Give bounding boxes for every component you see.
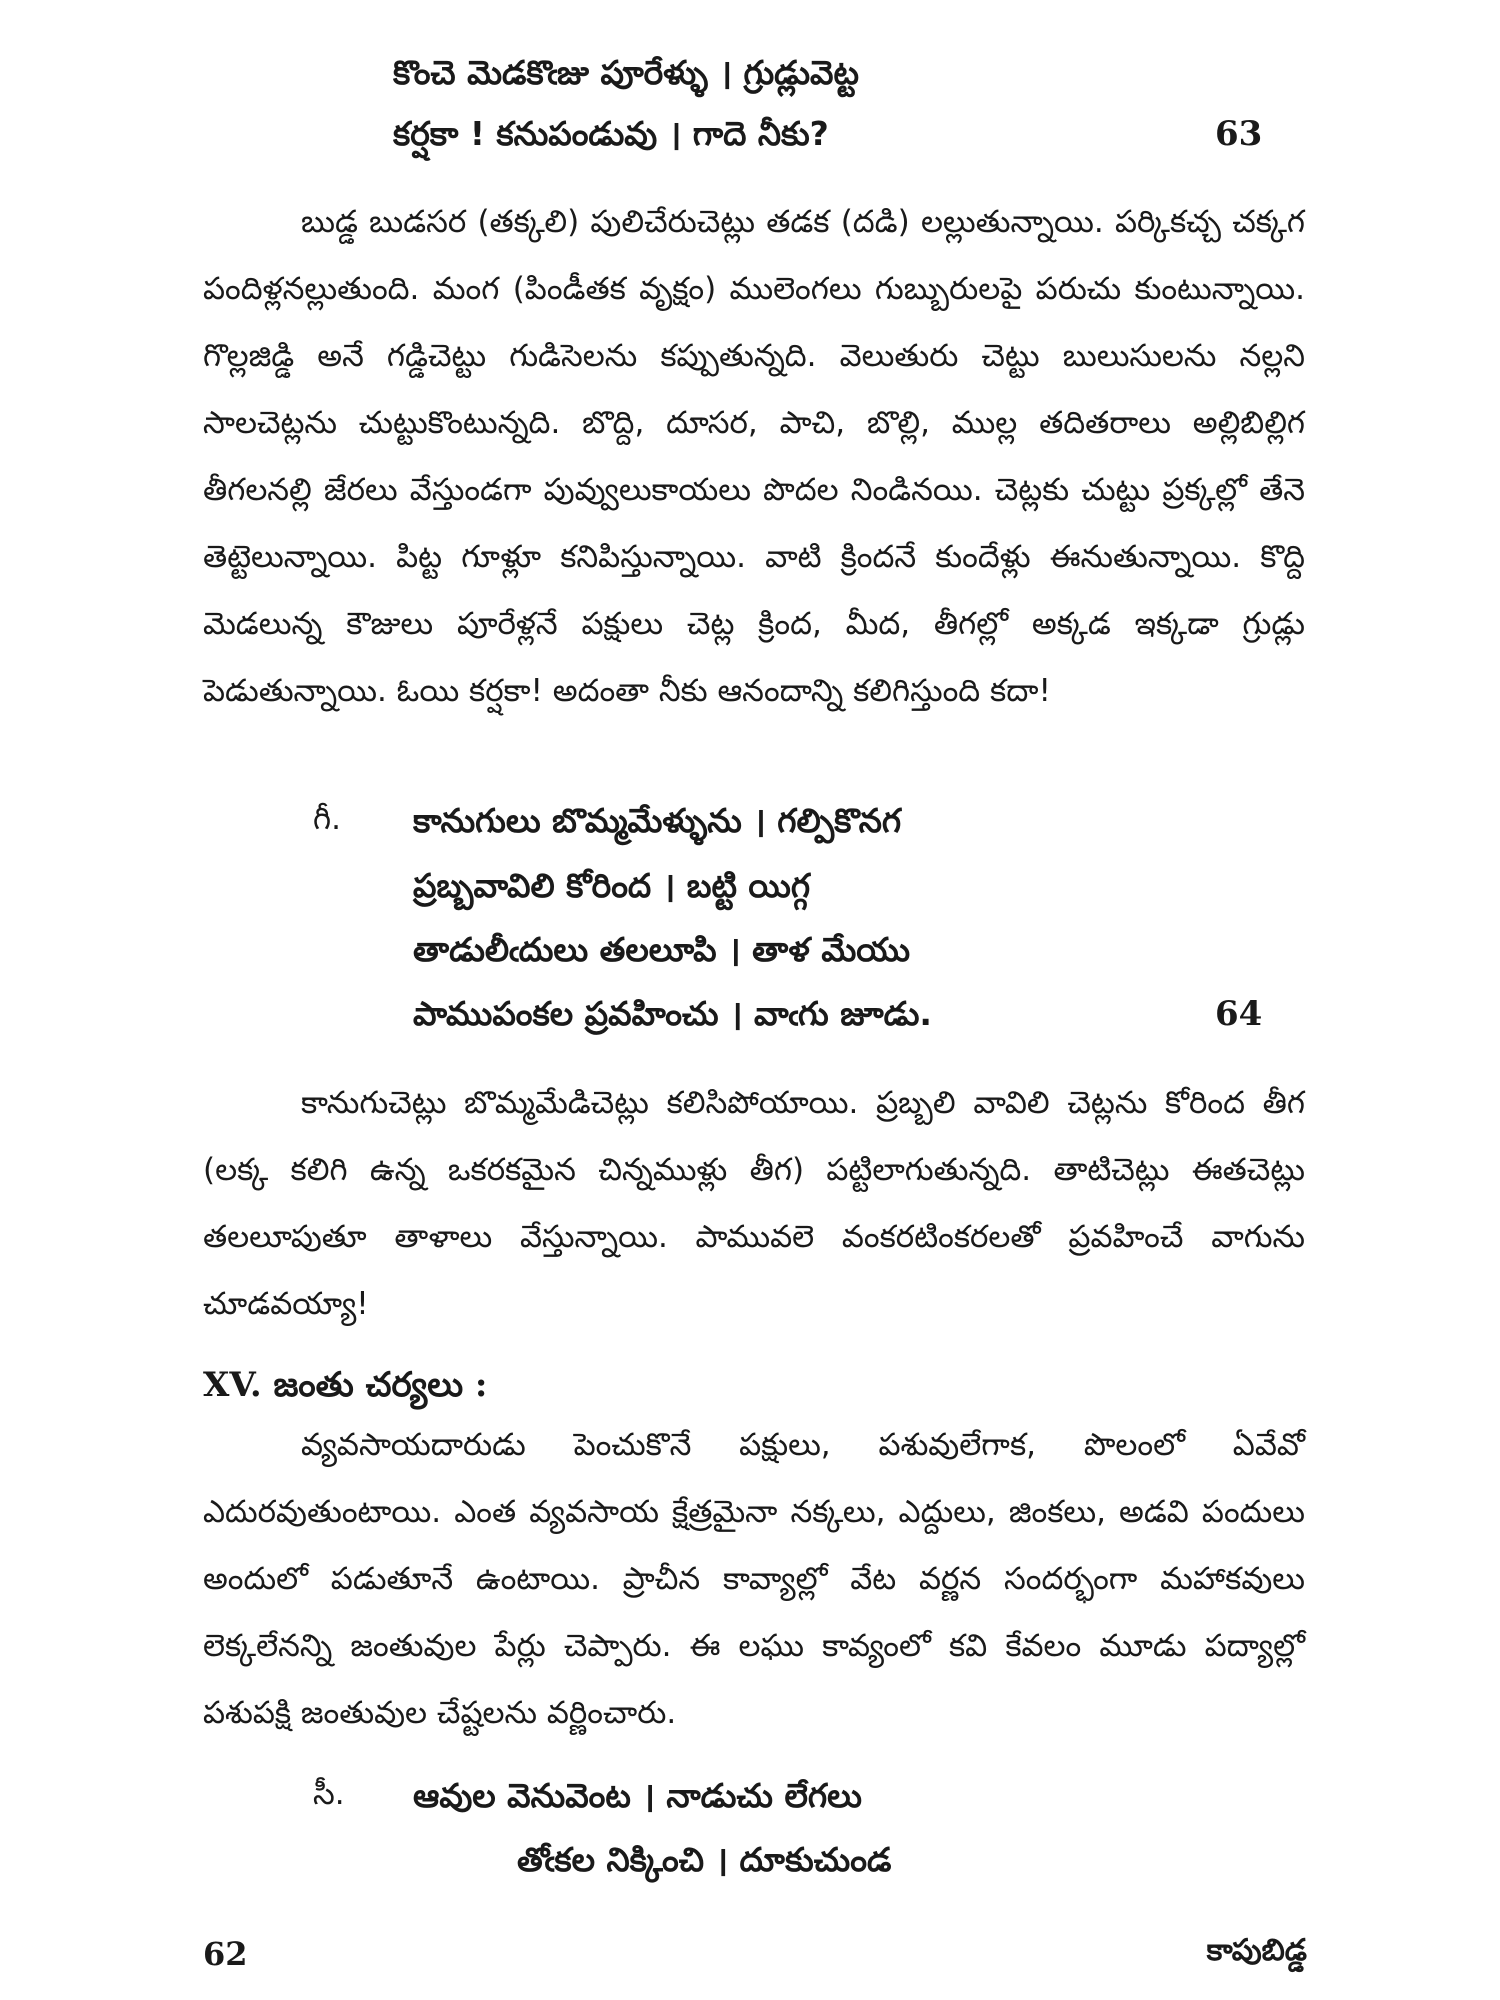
running-footer-title: కాపుబిడ్డ: [1206, 1933, 1307, 1968]
verse-65-line-2: తోఁకల నిక్కించి । దూకుచుండ: [517, 1840, 892, 1879]
page-number: 62: [203, 1935, 248, 1973]
verse-65-meter: సీ.: [313, 1776, 345, 1812]
verse-65-line-1: ఆవుల వెనువెంట । నాడుచు లేగలు: [413, 1776, 862, 1815]
verse-64-meter: గీ.: [313, 801, 341, 837]
commentary-paragraph-1: బుడ్డ బుడసర (తక్కలి) పులిచేరుచెట్లు తడక (దడి) లల్లుతున్నాయి. పర్కికచ్చ చక్కగ పందిళ్లనల్లుతుంది. మంగ (పిండీతక వృక్షం) ములెంగలు గుబ్బురులపై పరుచు కుంటున్నాయి. గొల్లజిడ్డి అనే గడ్డిచెట్టు గుడిసెలను కప్పుతున్నది. వెలుతురు చెట్టు బులుసులను నల్లని సాలచెట్లను చుట్టుకొంటున్నది. బొద్ది, దూసర, పాచి, బొల్లి, ముల్ల తదితరాలు అల్లిబిల్లిగ తీగలనల్లి జేరలు వేస్తుండగా పువ్వులుకాయలు పొదల నిండినయి. చెట్లకు చుట్టు ప్రక్కల్లో తేనె తెట్టెలున్నాయి. పిట్ట గూళ్లూ కనిపిస్తున్నాయి. వాటి క్రిందనే కుందేళ్లు ఈనుతున్నాయి. కొద్ది మెడలున్న కౌజులు పూరేళ్లనే పక్షులు చెట్ల క్రింద, మీద, తీగల్లో అక్కడ ఇక్కడా గ్రుడ్లు పెడుతున్నాయి. ఓయి కర్షకా! అదంతా నీకు ఆనందాన్ని కలిగిస్తుంది కదా!: [203, 204, 1305, 709]
verse-63-number: 63: [1215, 114, 1263, 154]
verse-64-number: 64: [1215, 994, 1263, 1034]
commentary-paragraph-3: వ్యవసాయదారుడు పెంచుకొనే పక్షులు, పశువులేగాక, పొలంలో ఏవేవో ఎదురవుతుంటాయి. ఎంత వ్యవసాయ క్షేత్రమైనా నక్కలు, ఎద్దులు, జింకలు, అడవి పందులు అందులో పడుతూనే ఉంటాయి. ప్రాచీన కావ్యాల్లో వేట వర్ణన సందర్భంగా మహాకవులు లెక్కలేనన్ని జంతువుల పేర్లు చెప్పారు. ఈ లఘు కావ్యంలో కవి కేవలం మూడు పద్యాల్లో పశుపక్షి జంతువుల చేష్టలను వర్ణించారు.: [203, 1427, 1305, 1731]
section-heading: XV. జంతు చర్యలు :: [203, 1365, 488, 1405]
verse-64-line-3: తాడులీఁదులు తలలూపి । తాళ మేయు: [413, 930, 911, 969]
commentary-paragraph-2: కానుగుచెట్లు బొమ్మమేడిచెట్లు కలిసిపోయాయి. ప్రబ్బలి వావిలి చెట్లను కోరింద తీగ (లక్క కలిగి ఉన్న ఒకరకమైన చిన్నముళ్లు తీగ) పట్టిలాగుతున్నది. తాటిచెట్లు ఈతచెట్లు తలలూపుతూ తాళాలు వేస్తున్నాయి. పామువలె వంకరటింకరలతో ప్రవహించే వాగును చూడవయ్యా!: [203, 1085, 1305, 1322]
verse-64-line-2: ప్రబ్బవావిలి కోరింద । బట్టి యిగ్గ: [413, 866, 811, 905]
verse-63-line-2: కర్షకా ! కనుపండువు । గాదె నీకు?: [393, 114, 829, 153]
verse-64-line-4: పాముపంకల ప్రవహించు । వాఁగు జూడు.: [413, 994, 932, 1033]
verse-64-line-1: కానుగులు బొమ్మమేళ్ళును । గల్పికొనగ: [413, 801, 902, 840]
verse-63-line-1: కొంచె మెడకొఁజు పూరేళ్ళు । గ్రుడ్లువెట్ట: [393, 53, 859, 92]
